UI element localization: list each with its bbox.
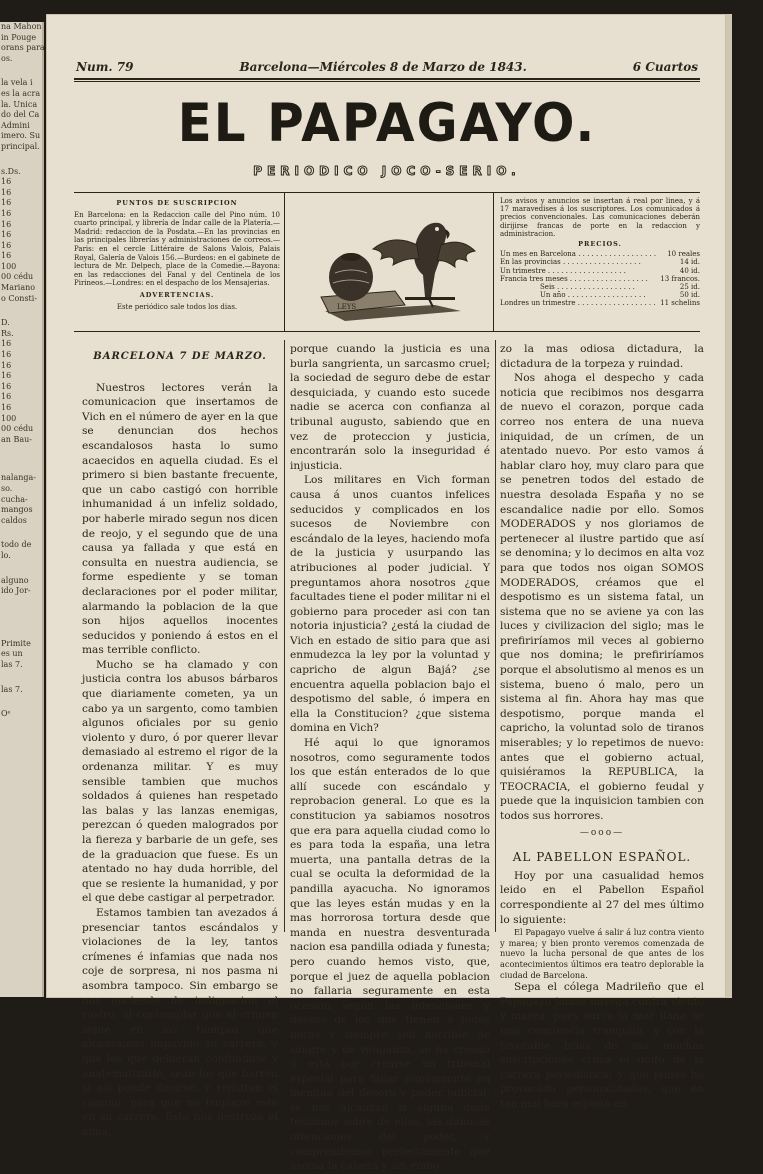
- left-page-line: 16: [1, 230, 12, 240]
- header-rule-bottom: [74, 81, 700, 82]
- left-page-line: 16: [1, 177, 12, 187]
- article-column-1: [82, 342, 278, 1138]
- left-page-line: la vela i: [1, 78, 33, 88]
- warnings-text: Este periódico sale todos los dias.: [116, 302, 238, 311]
- left-page-line: 16: [1, 371, 12, 381]
- column-separator-2: [495, 340, 496, 932]
- article-paragraph: Estamos tambien tan avezados á presenciar tantos escándalos y violaciones de la ley, tantos crímenes é infamias que nada nos coje de sorpresa, ni nos pasma ni asombra tampoco. Sin embargo se nos enciende de indignacion el rostro, al contemplar que el crimen sigue en los tiempos que alcanzamos impávido su carrera, y que los que debieran confundirle y anatematizarle, sean los que barren si asi puede decirse, y rejistran el camino, para que no tropieze este en su carrera. Esto nos destroza el alma,: [82, 906, 278, 1138]
- subscription-panel: [74, 197, 280, 311]
- price-value: 50 id.: [679, 291, 700, 300]
- left-page-line: 16: [1, 240, 12, 250]
- article-column-2: [290, 342, 490, 1173]
- price-label: Un mes en Barcelona . . . . . . . . . . . . . . . . . .: [500, 250, 657, 259]
- price-value: 11 schelins: [660, 299, 700, 308]
- price-row: [500, 291, 700, 299]
- left-page-line: principal.: [1, 141, 40, 151]
- left-page-line: lo.: [1, 550, 11, 560]
- subscription-heading: PUNTOS DE SUSCRIPCION: [116, 199, 238, 207]
- left-page-line: caldos: [1, 515, 27, 525]
- page-edge: [726, 14, 732, 998]
- parrot-vignette: [284, 193, 494, 331]
- left-page-line: 16: [1, 187, 12, 197]
- left-page-line: [0, 526, 42, 540]
- price-value: 25 id.: [679, 283, 700, 292]
- left-page-line: 16: [1, 208, 12, 218]
- book-label: LEYS: [337, 303, 357, 311]
- article-paragraph: Los militares en Vich forman causa á unos cuantos infelices seducidos y complicados en los sucesos de Noviembre con escándalo de la leyes, haciendo mofa de la justicia y usurpando las atribuciones al poder judicial. Y preguntamos ahora nosotros ¿que facultades tiene el poder militar ni el gobierno para proceder asi con tan notoria injusticia? ¿está la ciudad de Vich en estado de sitio para que asi enmudezca la ley por la voluntad y capricho de algun Bajá? ¿se encuentra aquella poblacion bajo el despotismo del sable, ó impera en ella la Constitucion? ¿que sistema domina en Vich?: [290, 474, 490, 735]
- left-page-line: todo de: [1, 540, 32, 550]
- left-page-line: 00 cédu: [1, 424, 34, 434]
- left-page-line: 16: [1, 198, 12, 208]
- left-page-line: cucha-: [1, 494, 28, 504]
- left-page-line: [0, 695, 42, 709]
- article-column-3: [500, 342, 704, 1110]
- left-page-line: imero. Su: [1, 131, 41, 141]
- left-page-line: os.: [1, 53, 13, 63]
- left-page-line: [0, 445, 42, 459]
- price-label: Francia tres meses . . . . . . . . . . . . . . . . . .: [500, 274, 648, 283]
- left-page-line: las 7.: [1, 684, 23, 694]
- article-intro: Hoy por una casualidad hemos leido en el Pabellon Español correspondiente al 27 del mes último lo siguiente:: [500, 869, 704, 926]
- left-page-line: so.: [1, 483, 13, 493]
- price-value: 10 reales: [667, 250, 700, 259]
- column-separator-1: [284, 340, 285, 932]
- left-page-line: mangos: [1, 505, 33, 515]
- subscription-text: En Barcelona: en la Redaccion calle del Pino núm. 10 cuarto principal, y librería de Indar calle de la Platería.—Madrid: redaccion de la Posdata.—En las provincias en las principales librerías y administraciones de correos.—Paris: en el cercle Littéraire de Salons Valois, Palais Royal, Galería de Valois 156.—Burdeos: en el gabinete de lectura de Mr. Delpech, place de la Comedie.—Bayona: en las redacciones del Fanal y del Centinela de los Pirineos.—Londres: en el despacho de los Mensajerias.: [74, 210, 280, 288]
- left-page-line: o Consti-: [1, 293, 38, 303]
- article-paragraph-continued: zo la mas odiosa dictadura, la dictadura de la torpeza y ruindad.: [500, 343, 704, 370]
- left-page-line: Rs.: [1, 328, 14, 338]
- article-quote: El Papagayo vuelve á salir á luz contra viento y marea; y bien pronto veremos comenzada de nuevo la lucha personal de que antes de los acontecimientos últimos era teatro deplorable la ciudad de Barcelona.: [500, 927, 704, 980]
- price-value: 14 id.: [679, 258, 700, 267]
- issue-number: Num. 79: [76, 60, 134, 74]
- left-page-fragment: [0, 22, 44, 997]
- left-page-line: 100: [1, 261, 17, 271]
- left-page-line: [0, 459, 42, 473]
- left-page-line: [0, 611, 42, 625]
- left-page-line: in Pouge: [1, 32, 37, 42]
- left-page-line: Oᵉ: [1, 709, 11, 719]
- price-label: Seis . . . . . . . . . . . . . . . . . .: [540, 283, 635, 292]
- left-page-line: nalanga-: [1, 473, 36, 483]
- masthead-title: EL PAPAGAYO.: [177, 92, 597, 154]
- left-page-line: [0, 625, 42, 639]
- left-page-line: na Mahon: [1, 22, 42, 31]
- article-paragraph-continued: porque cuando la justicia es una burla sangrienta, un sarcasmo cruel; la sociedad de seguro debe de estar desquiciada, y cuando esto sucede nadie se acerca con confianza al tribunal augusto, sabiendo que en vez de proteccion y justicia, encontrarán solo la inseguridad é injusticia.: [290, 343, 490, 472]
- left-page-line: D.: [1, 318, 10, 328]
- price-row: [500, 250, 700, 258]
- left-page-line: 16: [1, 219, 12, 229]
- issue-date: Barcelona—Miércoles 8 de Marzo de 1843.: [239, 60, 527, 74]
- price-list: [500, 250, 700, 307]
- parrot-illustration-icon: [285, 193, 493, 329]
- left-page-line: [0, 671, 42, 685]
- left-page-line: orans para: [1, 43, 45, 53]
- warnings-heading: ADVERTENCIAS.: [139, 290, 215, 299]
- left-page-line: 16: [1, 350, 12, 360]
- price-row: [500, 275, 700, 283]
- left-page-line: [0, 64, 42, 78]
- masthead-subtitle: PERIODICO JOCO-SERIO.: [253, 164, 521, 178]
- left-page-line: es un: [1, 649, 23, 659]
- left-page-line: Primite: [1, 638, 31, 648]
- price-row: [500, 283, 700, 291]
- article-paragraph: Mucho se ha clamado y con justicia contra los abusos bárbaros que diariamente cometen, ya un cabo ya un sargento, como tambien algunos oficiales por su genio violento y duro, ó por querer llevar demasiado al estremo el rigor de la ordenanza militar. Y es muy sensible tambien que muchos soldados á quienes han respetado las balas y las lanzas enemigas, perezcan ó queden malogrados por la fiereza y barbarie de un gefe, ses de la graduacion que fuese. Es un atentado no hay duda horrible, del que se resiente la humanidad, y por el que debe castigar al perpetrador.: [82, 658, 278, 905]
- price-row: [500, 299, 700, 307]
- left-page-line: 16: [1, 403, 12, 412]
- price-label: Un año . . . . . . . . . . . . . . . . . .: [540, 291, 646, 300]
- left-page-line: 16: [1, 381, 12, 391]
- left-page-line: las 7.: [1, 659, 23, 669]
- header-row: [76, 60, 698, 74]
- price-row: [500, 258, 700, 266]
- section-ornament: —ooo—: [579, 827, 625, 838]
- left-page-line: [0, 562, 42, 576]
- left-page-line: Mariano: [1, 283, 36, 293]
- left-page-line: 100: [1, 413, 17, 423]
- left-page-line: es la acra: [1, 88, 41, 98]
- article-heading: BARCELONA 7 DE MARZO.: [93, 351, 267, 362]
- newspaper-page: [46, 14, 726, 1173]
- left-page-line: 16: [1, 339, 12, 349]
- left-page-line: la. Unica: [1, 99, 38, 109]
- prices-heading: PRECIOS.: [578, 240, 622, 249]
- left-page-line: alguno: [1, 575, 29, 585]
- left-page-line: ido Jor-: [1, 586, 31, 596]
- left-page-line: 16: [1, 360, 12, 370]
- header-rule-top: [74, 78, 700, 80]
- article-paragraph: Nos ahoga el despecho y cada noticia que recibimos nos desgarra de nuevo el corazon, porque cada correo nos entera de una nueva iniquidad, de un crímen, de un atentado nuevo. Por esto vamos á hablar claro hoy, muy claro para que se penetren todos del estado de nuestra desolada España y no se escandalice nadie por ello. Somos MODERADOS y nos gloriamos de pertenecer al ilustre partido que así se denomina; y lo decimos en alta voz para que todos nos oigan SOMOS MODERADOS, créamos que el despotismo es un sistema fatal, un sistema que no se aviene ya con las luces y civilizacion del siglo; mas le prefiriríamos mil veces al gobierno que nos domina; le prefiriríamos porque el absolutismo al menos es un sistema, bueno ó malo, pero un sistema al fin. Ahora hay mas que despotismo, porque manda el capricho, la voluntad solo de tiranos miserables; y lo repetimos de nuevo: antes que el gobierno actual, quisiéramos la REPUBLICA, la TEOCRACIA, el gobierno feudal y puede que la inquisicion tambien con todos sus horrores.: [500, 372, 704, 822]
- price-value: 40 id.: [679, 266, 700, 275]
- notices-text: Los avisos y anuncios se insertan á real por linea, y á 17 maravedises á los suscriptores. Los comunicados á precios convencionales. Las comunicaciones deberán dirijirse francas de porte en la redaccion y administracion.: [500, 197, 700, 238]
- left-page-line: s.Ds.: [1, 166, 21, 176]
- price-label: En las provincias . . . . . . . . . . . . . . . . . .: [500, 258, 641, 267]
- issue-price: 6 Cuartos: [632, 60, 698, 74]
- info-box: [74, 192, 700, 332]
- notices-panel: [500, 197, 700, 308]
- left-page-line: do del Ca: [1, 110, 40, 120]
- price-row: [500, 267, 700, 275]
- left-page-line: 00 cédu: [1, 272, 34, 282]
- left-page-line: 16: [1, 392, 12, 402]
- left-page-line: [0, 597, 42, 611]
- price-value: 13 francos.: [660, 274, 700, 283]
- price-label: Londres un trimestre . . . . . . . . . . . . . . . . . .: [500, 299, 656, 308]
- price-label: Un trimestre . . . . . . . . . . . . . . . . . .: [500, 266, 626, 275]
- left-page-line: Admini: [1, 120, 30, 130]
- article-reply: Sepa el cólega Madrileño que el Papagayo jamas navega contra viento y marea, pues surca la mar llana de una conciencia tranquila, y con la favorable brisa de sus muchas suscripciones cruza el golfo de la carrera periodística; y que jamas ha provocado personalidades, que en tan mal hora esplotó en: [500, 981, 704, 1110]
- left-page-line: [0, 153, 42, 167]
- article-paragraph: Hé aqui lo que ignoramos nosotros, como seguramente todos los que están enterados de lo que allí sucede con escándalo y reprobacion general. Lo que es la constitucion ya sabiamos nosotros que era para aquella ciudad como lo es para toda la españa, una letra muerta, una pantalla detras de la cual se oculta la deformidad de la pandilla ayacucha. No ignoramos que las leyes están mudas y en la mas horrorosa tortura desde que manda en nuestra desventurada nacion esa pandilla odiada y funesta; pero cuando hemos visto, que, porque el juez de aquella poblacion no fallaria seguramente en esta ocasion segun las intenciones y deseos de los que tienen á todas horas y siempre sed horrible de sangre y de venganza, se ha creado ó está por crearse un tribunal especial para fallar nuevamente en mengua del decoro y poder judicial; se nos alcanzan si alguna duda teniamos sobre de ellos, las dañosas intenciones del poder, y comprendemos perfectamente que asoma la cabeza y sin embo-: [290, 737, 490, 1173]
- article-paragraph: Nuestros lectores verán la comunicacion que insertamos de Vich en el número de ayer en la que se denuncian dos hechos escandalosos hasta lo sumo acaecidos en aquella ciudad. Es el primero si bien bastante frecuente, que un cabo castigó con horrible inhumanidad á un infeliz soldado, por haberle mirado segun nos dicen de reojo, y el segundo que de una causa ya fallada y que está en consulta en nuestra audiencia, se forme espediente y se toman declaraciones por el poder militar, alarmando la poblacion de la que son hijos aquellos inocentes seducidos y poniendo á estos en el mas terrible conflicto.: [82, 381, 278, 657]
- left-page-line: 16: [1, 251, 12, 261]
- article-heading-2: AL PABELLON ESPAÑOL.: [512, 850, 692, 865]
- left-page-line: [0, 304, 42, 318]
- left-page-line: an Bau-: [1, 434, 32, 444]
